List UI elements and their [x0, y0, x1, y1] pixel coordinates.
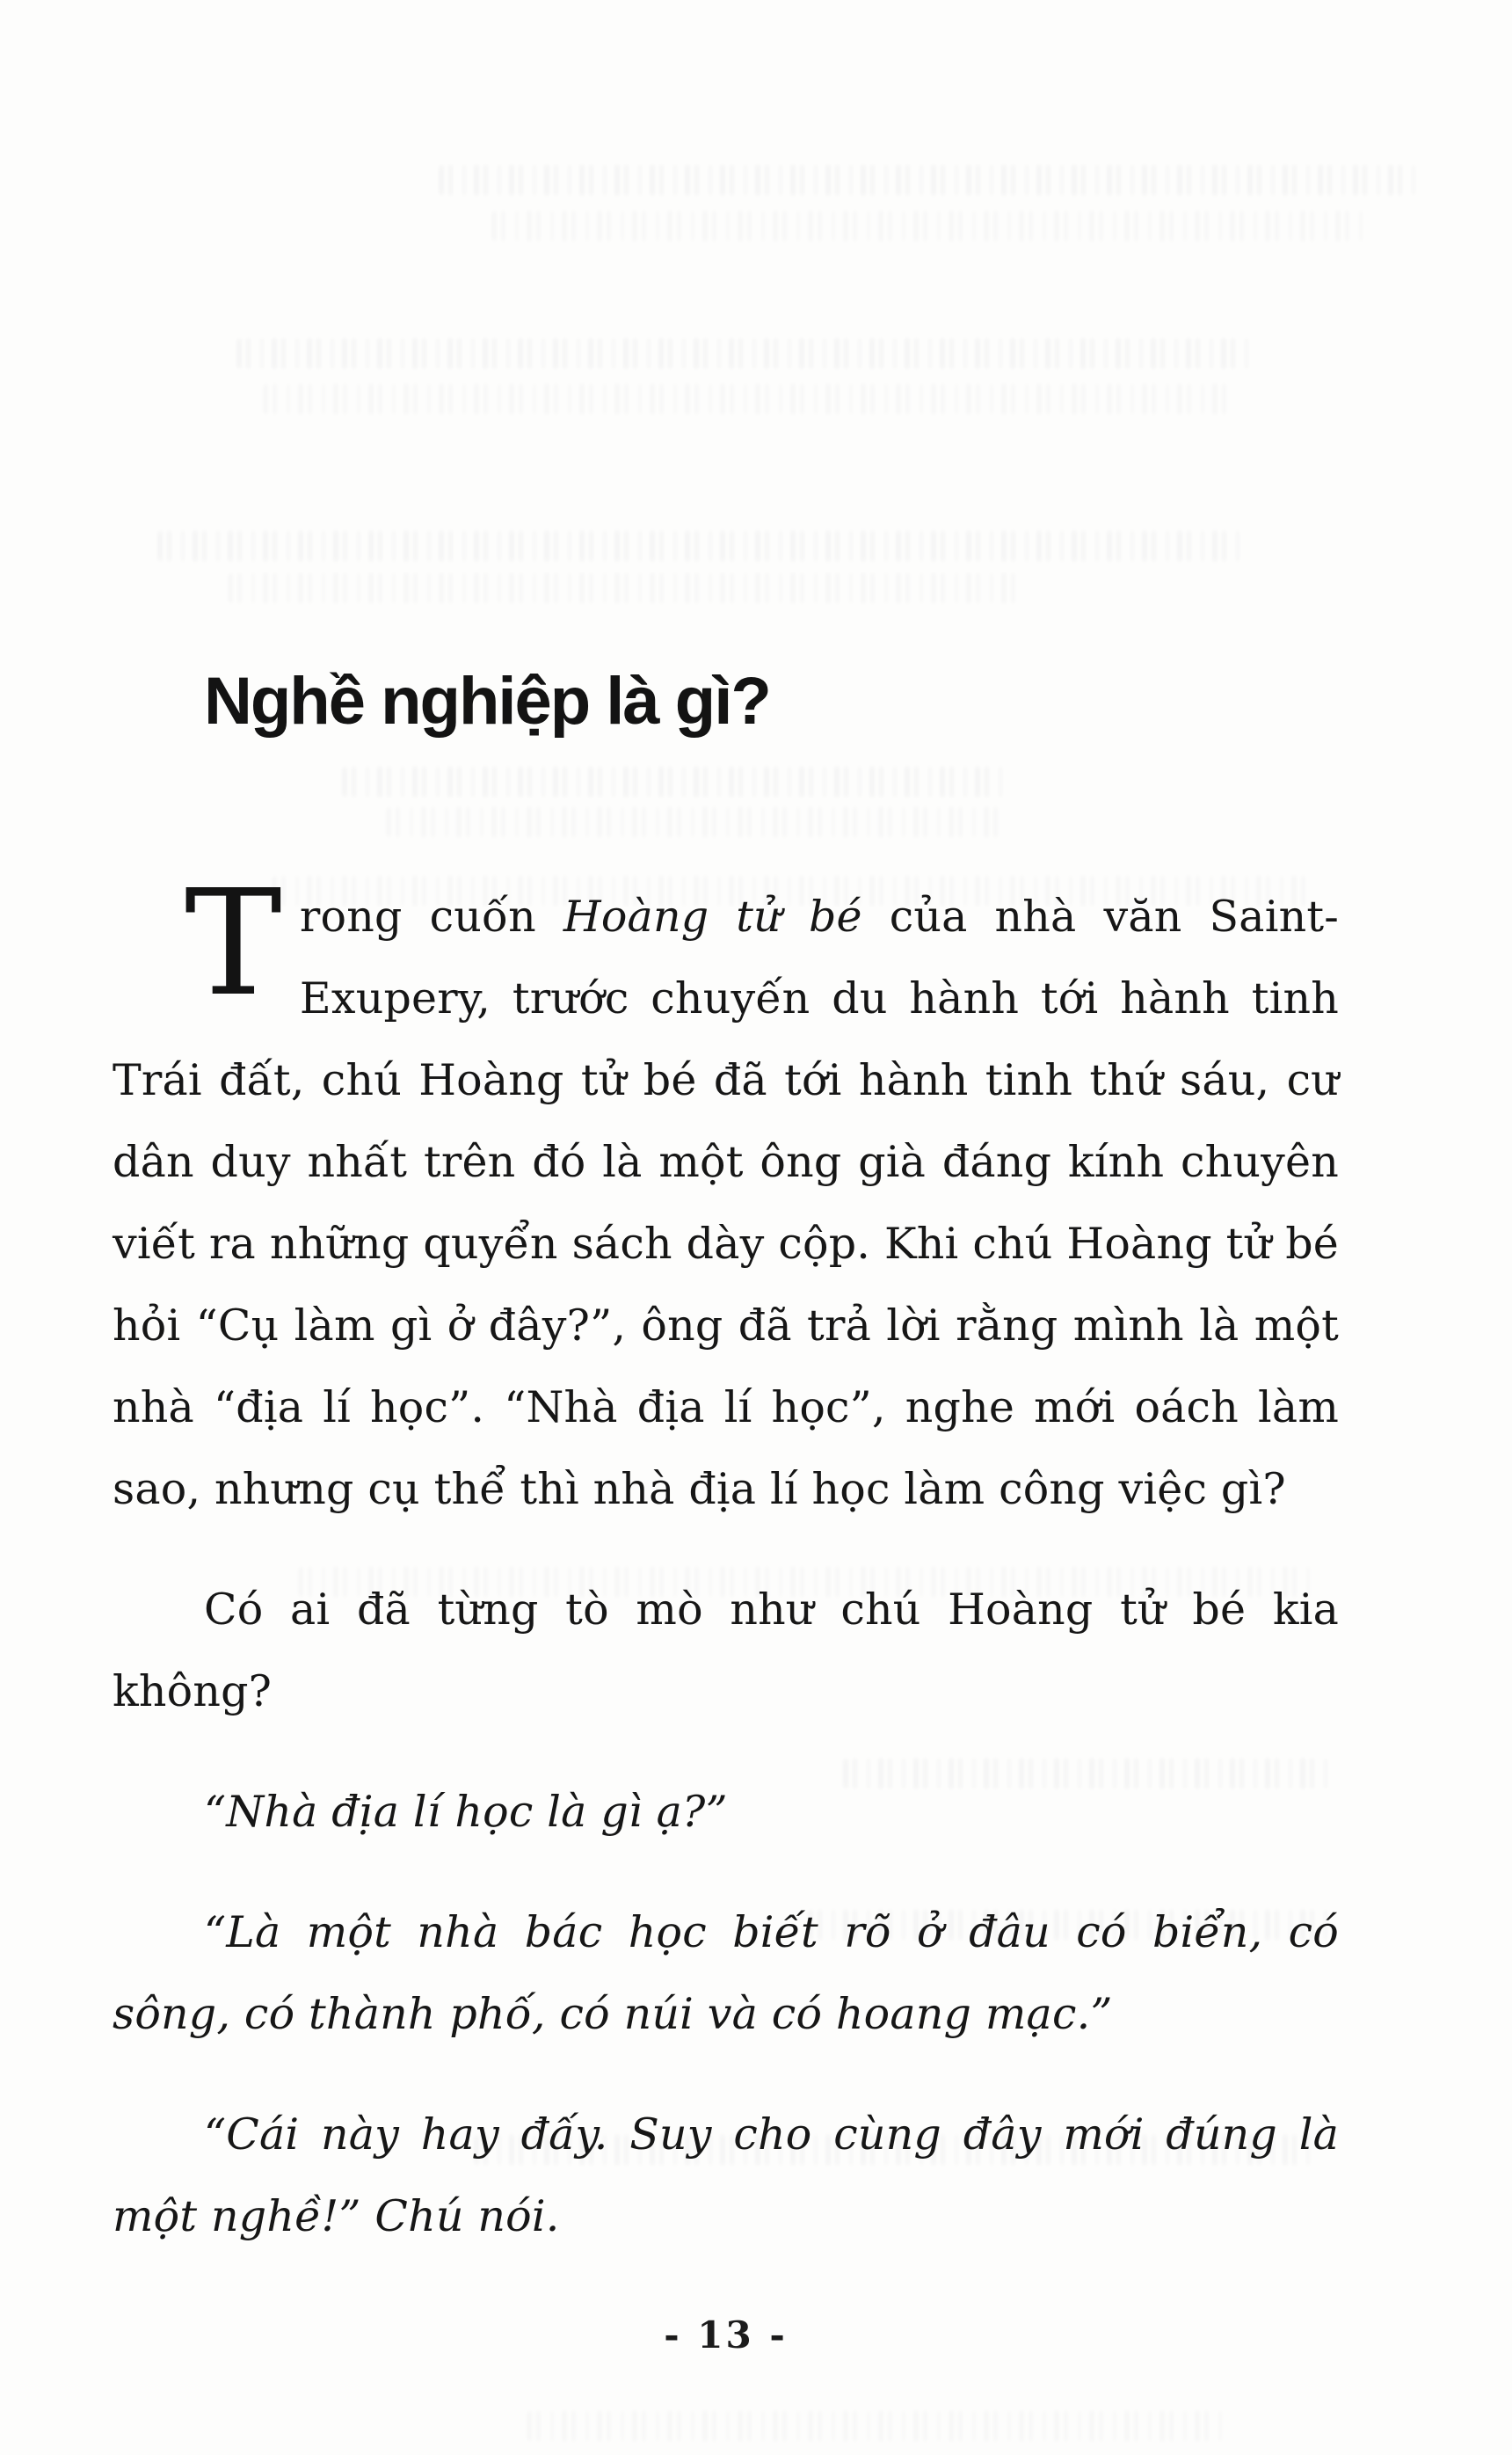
paragraph-quote-2: “Là một nhà bác học biết rõ ở đâu có biển, có sông, có thành phố, có núi và có hoang mạc.”: [113, 1907, 1339, 2039]
bleed-through-ghost: [440, 165, 1415, 195]
drop-cap: T: [185, 859, 282, 1029]
text-column: [113, 658, 1339, 2357]
paragraph-opening-text: của nhà văn Saint-Exupery, trước chuyến du hành tới hành tinh Trái đất, chú Hoàng tử bé đã tới hành tinh thứ sáu, cư dân duy nhất trên đó là một ông già đáng kính chuyên viết ra những quyển sách dày cộp. Khi chú Hoàng tử bé hỏi “Cụ làm gì ở đây?”, ông đã trả lời rằng mình là một nhà “địa lí học”. “Nhà địa lí học”, nghe mới oách làm sao, nhưng cụ thể thì nhà địa lí học làm công việc gì?: [113, 892, 1339, 1514]
bleed-through-ghost: [264, 384, 1231, 414]
bleed-through-ghost: [237, 339, 1257, 368]
paragraph-quote-1: “Nhà địa lí học là gì ạ?”: [204, 1787, 728, 1837]
bleed-through-ghost: [527, 2411, 1231, 2441]
chapter-title: Nghề nghiệp là gì?: [204, 664, 770, 739]
book-title-reference: Hoàng tử bé: [563, 892, 862, 942]
page-number: - 13 -: [664, 2313, 788, 2357]
paragraph-opening: [113, 859, 1339, 1530]
paragraph-question: Có ai đã từng tò mò như chú Hoàng tử bé kia không?: [113, 1584, 1339, 1716]
bleed-through-ghost: [158, 531, 1248, 561]
bleed-through-ghost: [229, 573, 1020, 603]
paragraph-quote-3: “Cái này hay đấy. Suy cho cùng đây mới đúng là một nghề!” Chú nói.: [113, 2109, 1339, 2241]
paragraph-opening-text: rong cuốn: [299, 892, 563, 942]
bleed-through-ghost: [492, 211, 1371, 241]
